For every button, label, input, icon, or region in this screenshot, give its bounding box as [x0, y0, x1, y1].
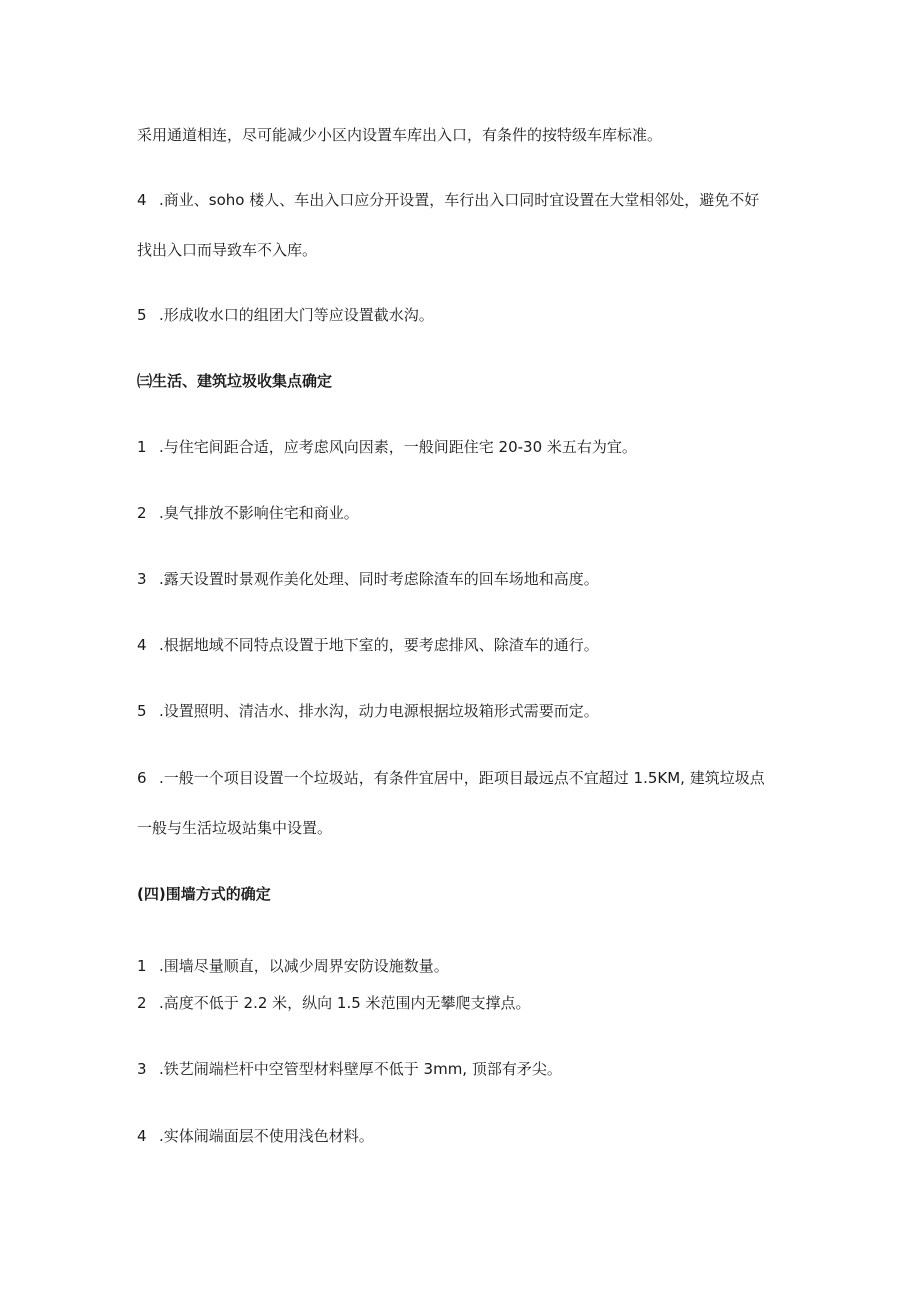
- list-text: .露天设置时景观作美化处理、同时考虑除渣车的回车场地和高度。: [159, 570, 599, 588]
- list-number: 4: [137, 191, 147, 209]
- section-heading: (四)围墙方式的确定: [137, 885, 271, 903]
- list-item: [137, 993, 531, 1013]
- list-number: 3: [137, 1060, 147, 1078]
- list-number: 6: [137, 769, 147, 787]
- list-text: .铁艺闹端栏杆中空管型材料壁厚不低于 3mm, 顶部有矛尖。: [159, 1060, 562, 1078]
- list-item: [137, 1059, 562, 1079]
- list-item-continuation: 找出入口而导致车不入库。: [137, 241, 318, 259]
- list-item: [137, 305, 434, 325]
- list-item: [137, 503, 359, 523]
- list-number: 1: [137, 438, 147, 456]
- list-item: [137, 768, 765, 788]
- list-item: [137, 190, 759, 210]
- list-text: .根据地域不同特点设置于地下室的，要考虑排风、除渣车的通行。: [159, 636, 599, 654]
- list-number: 2: [137, 994, 147, 1012]
- list-number: 4: [137, 636, 147, 654]
- list-item: [137, 569, 599, 589]
- list-item: [137, 1126, 374, 1146]
- list-text: .实体闹端面层不使用浅色材料。: [159, 1127, 374, 1145]
- list-number: 4: [137, 1127, 147, 1145]
- list-text: .臭气排放不影响住宅和商业。: [159, 504, 359, 522]
- list-item: [137, 635, 599, 655]
- list-item-continuation: 一般与生活垃圾站集中设置。: [137, 819, 333, 837]
- list-item: [137, 701, 599, 721]
- list-text: .商业、soho 楼人、车出入口应分开设置，车行出入口同时宜设置在大堂相邻处，避免不好: [159, 191, 760, 209]
- list-number: 2: [137, 504, 147, 522]
- paragraph-continuation: 采用通道相连，尽可能减少小区内设置车库出入口，有条件的按特级车库标准。: [137, 126, 663, 144]
- list-text: .高度不低于 2.2 米，纵向 1.5 米范围内无攀爬支撑点。: [159, 994, 531, 1012]
- list-text: .设置照明、清洁水、排水沟，动力电源根据垃圾箱形式需要而定。: [159, 702, 599, 720]
- list-text: .一般一个项目设置一个垃圾站，有条件宜居中，距项目最远点不宜超过 1.5KM, 建筑垃圾点: [159, 769, 765, 787]
- list-text: .围墙尽量顺直，以减少周界安防设施数量。: [159, 957, 449, 975]
- list-item: [137, 956, 449, 976]
- list-number: 5: [137, 702, 147, 720]
- list-number: 3: [137, 570, 147, 588]
- list-text: .与住宅间距合适，应考虑风向因素，一般间距住宅 20-30 米五右为宜。: [159, 438, 637, 456]
- list-number: 5: [137, 306, 147, 324]
- list-text: .形成收水口的组团大门等应设置截水沟。: [159, 306, 434, 324]
- list-item: [137, 437, 637, 457]
- list-number: 1: [137, 957, 147, 975]
- section-heading: ㈢生活、建筑垃圾收集点确定: [137, 372, 333, 390]
